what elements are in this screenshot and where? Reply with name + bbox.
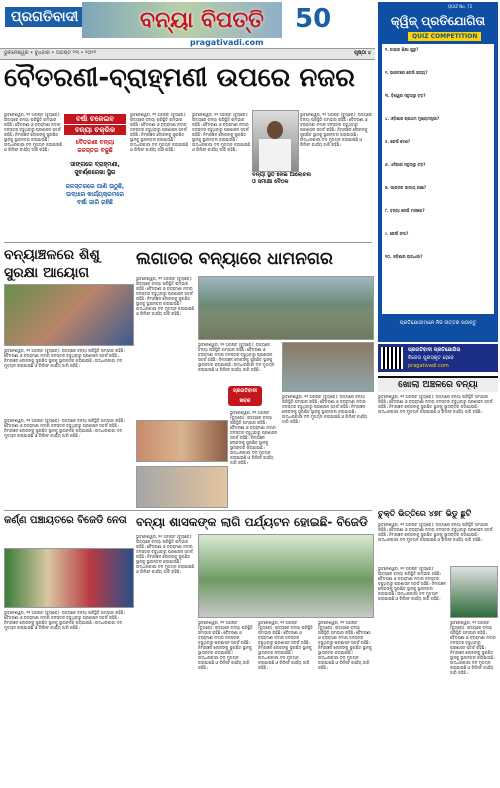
- pullout-item-4: ସୁବର୍ଣ୍ଣରେଖା ସ୍ଥିର: [74, 169, 116, 176]
- minister-head: [267, 121, 283, 139]
- qr-code-icon: [381, 347, 403, 369]
- side-person-photo: [450, 566, 498, 618]
- red-stamp: [228, 386, 262, 406]
- main-headline: ବୈତରଣୀ-ବ୍ରାହ୍ମଣୀ ଉପରେ ନଜର: [4, 63, 355, 93]
- ad-line-3: pragativadi.com: [408, 363, 449, 369]
- khola-story: ଭୁବନେଶ୍ୱର, ୨୨ ଅଗଷ୍ଟ (ବ୍ୟୁରୋ): ରାଜ୍ୟରେ ବନ୍ୟା ପରିସ୍ଥିତି ଗମ୍ଭୀର ରହିଛି। ବୈତରଣୀ ଓ ବ୍ରାହ୍ମଣୀ ନଦୀର ଜଳସ୍ତର ବଢୁଥିବାରୁ ପ୍ରଶାସନ ସତର୍କ ରହିଛି। ନିମ୍ନାଞ୍ଚଳ ଲୋକଙ୍କୁ ସୁରକ୍ଷିତ ସ୍ଥାନକୁ ସ୍ଥାନାନ୍ତର କରାଯାଉଛି। ଉଦ୍ଧାରକାରୀ ଦଳ ମୁତୟନ କରାଯାଇଛି ଓ ରିଲିଫ କାର୍ଯ୍ୟ ଜାରି ରହିଛି।: [378, 394, 493, 414]
- pullout-item-2: ଜଳସ୍ତର ବଢୁଛି: [77, 147, 113, 154]
- main-story-col2: ଭୁବନେଶ୍ୱର, ୨୨ ଅଗଷ୍ଟ (ବ୍ୟୁରୋ): ରାଜ୍ୟରେ ବନ୍ୟା ପରିସ୍ଥିତି ଗମ୍ଭୀର ରହିଛି। ବୈତରଣୀ ଓ ବ୍ରାହ୍ମଣୀ ନଦୀର ଜଳସ୍ତର ବଢୁଥିବାରୁ ପ୍ରଶାସନ ସତର୍କ ରହିଛି। ନିମ୍ନାଞ୍ଚଳ ଲୋକଙ୍କୁ ସୁରକ୍ଷିତ ସ୍ଥାନକୁ ସ୍ଥାନାନ୍ତର କରାଯାଉଛି। ଉଦ୍ଧାରକାରୀ ଦଳ ମୁତୟନ କରାଯାଇଛି ଓ ରିଲିଫ କାର୍ଯ୍ୟ ଜାରି ରହିଛି।: [130, 112, 188, 152]
- quiz-question-10: ୧୦. ଓଡ଼ିଶାର ରାଜଧାନୀ?: [385, 254, 423, 259]
- side-small-story: ଭୁବନେଶ୍ୱର, ୨୨ ଅଗଷ୍ଟ (ବ୍ୟୁରୋ): ରାଜ୍ୟରେ ବନ୍ୟା ପରିସ୍ଥିତି ଗମ୍ଭୀର ରହିଛି। ବୈତରଣୀ ଓ ବ୍ରାହ୍ମଣୀ ନଦୀର ଜଳସ୍ତର ବଢୁଥିବାରୁ ପ୍ରଶାସନ ସତର୍କ ରହିଛି। ନିମ୍ନାଞ୍ଚଳ ଲୋକଙ୍କୁ ସୁରକ୍ଷିତ ସ୍ଥାନକୁ ସ୍ଥାନାନ୍ତର କରାଯାଉଛି। ଉଦ୍ଧାରକାରୀ ଦଳ ମୁତୟନ କରାଯାଇଛି ଓ ରିଲିଫ କାର୍ଯ୍ୟ ଜାରି ରହିଛି।: [378, 522, 493, 542]
- divider-1: [4, 242, 372, 243]
- flood-photo: [198, 276, 374, 340]
- karna-story: ଭୁବନେଶ୍ୱର, ୨୨ ଅଗଷ୍ଟ (ବ୍ୟୁରୋ): ରାଜ୍ୟରେ ବନ୍ୟା ପରିସ୍ଥିତି ଗମ୍ଭୀର ରହିଛି। ବୈତରଣୀ ଓ ବ୍ରାହ୍ମଣୀ ନଦୀର ଜଳସ୍ତର ବଢୁଥିବାରୁ ପ୍ରଶାସନ ସତର୍କ ରହିଛି। ନିମ୍ନାଞ୍ଚଳ ଲୋକଙ୍କୁ ସୁରକ୍ଷିତ ସ୍ଥାନକୁ ସ୍ଥାନାନ୍ତର କରାଯାଉଛି। ଉଦ୍ଧାରକାରୀ ଦଳ ମୁତୟନ କରାଯାଇଛି ଓ ରିଲିଫ କାର୍ଯ୍ୟ ଜାରି ରହିଛି।: [4, 610, 125, 630]
- quiz-footer: ପ୍ରତିଯୋଗୀମାନେ ନିଜ ଉତ୍ତର ପଠାନ୍ତୁ: [399, 320, 477, 326]
- bjd-story-col2: ଭୁବନେଶ୍ୱର, ୨୨ ଅଗଷ୍ଟ (ବ୍ୟୁରୋ): ରାଜ୍ୟରେ ବନ୍ୟା ପରିସ୍ଥିତି ଗମ୍ଭୀର ରହିଛି। ବୈତରଣୀ ଓ ବ୍ରାହ୍ମଣୀ ନଦୀର ଜଳସ୍ତର ବଢୁଥିବାରୁ ପ୍ରଶାସନ ସତର୍କ ରହିଛି। ନିମ୍ନାଞ୍ଚଳ ଲୋକଙ୍କୁ ସୁରକ୍ଷିତ ସ୍ଥାନକୁ ସ୍ଥାନାନ୍ତର କରାଯାଉଛି। ଉଦ୍ଧାରକାରୀ ଦଳ ମୁତୟନ କରାଯାଇଛି ଓ ରିଲିଫ କାର୍ଯ୍ୟ ଜାରି ରହିଛି।: [198, 620, 253, 670]
- main-story-col1: ଭୁବନେଶ୍ୱର, ୨୨ ଅଗଷ୍ଟ (ବ୍ୟୁରୋ): ରାଜ୍ୟରେ ବନ୍ୟା ପରିସ୍ଥିତି ଗମ୍ଭୀର ରହିଛି। ବୈତରଣୀ ଓ ବ୍ରାହ୍ମଣୀ ନଦୀର ଜଳସ୍ତର ବଢୁଥିବାରୁ ପ୍ରଶାସନ ସତର୍କ ରହିଛି। ନିମ୍ନାଞ୍ଚଳ ଲୋକଙ୍କୁ ସୁରକ୍ଷିତ ସ୍ଥାନକୁ ସ୍ଥାନାନ୍ତର କରାଯାଉଛି। ଉଦ୍ଧାରକାରୀ ଦଳ ମୁତୟନ କରାଯାଇଛି ଓ ରିଲିଫ କାର୍ଯ୍ୟ ଜାରି ରହିଛି।: [4, 112, 62, 152]
- sishu-headline: ବନ୍ୟାଞ୍ଚଳରେ ଶିଶୁ ସୁରକ୍ଷା ଆୟୋଗ: [4, 247, 100, 281]
- quiz-number: QUIZ No. 72: [448, 4, 473, 9]
- pullout-item-7: ବର୍ଷା ଜାରି ରହିଛି: [77, 199, 113, 206]
- website: pragativadi.com: [190, 38, 264, 47]
- quiz-question-4: ୪. ଓଡ଼ିଶାର ପ୍ରଥମ ମୁଖ୍ୟମନ୍ତ୍ରୀ?: [385, 116, 440, 121]
- quiz-questions-panel: [382, 44, 494, 314]
- quiz-badge: QUIZ COMPETITION: [408, 32, 481, 41]
- quiz-box: [378, 2, 498, 342]
- quiz-question-9: ୯. କେଉଁ ନଦୀ?: [385, 231, 409, 236]
- qr-ad: [378, 344, 498, 372]
- side-small-headline: ଚୁକ୍ତି ଭିତ୍ତିରେ ୪୭୮ ଭିଡୁ ଛୁଟି: [378, 509, 472, 518]
- minister-caption: ବନ୍ୟା ସ୍ଥିତି ନେଇ ଆଲୋଚନା ଓ ସମୀକ୍ଷା ବୈଠକ: [252, 172, 311, 185]
- dhamanagar-story-col4: ଭୁବନେଶ୍ୱର, ୨୨ ଅଗଷ୍ଟ (ବ୍ୟୁରୋ): ରାଜ୍ୟରେ ବନ୍ୟା ପରିସ୍ଥିତି ଗମ୍ଭୀର ରହିଛି। ବୈତରଣୀ ଓ ବ୍ରାହ୍ମଣୀ ନଦୀର ଜଳସ୍ତର ବଢୁଥିବାରୁ ପ୍ରଶାସନ ସତର୍କ ରହିଛି। ନିମ୍ନାଞ୍ଚଳ ଲୋକଙ୍କୁ ସୁରକ୍ଷିତ ସ୍ଥାନକୁ ସ୍ଥାନାନ୍ତର କରାଯାଉଛି। ଉଦ୍ଧାରକାରୀ ଦଳ ମୁତୟନ କରାଯାଇଛି ଓ ରିଲିଫ କାର୍ଯ୍ୟ ଜାରି ରହିଛି।: [282, 394, 368, 424]
- page-number: ପୃଷ୍ଠା ୪: [354, 50, 371, 56]
- sishu-story: ଭୁବନେଶ୍ୱର, ୨୨ ଅଗଷ୍ଟ (ବ୍ୟୁରୋ): ରାଜ୍ୟରେ ବନ୍ୟା ପରିସ୍ଥିତି ଗମ୍ଭୀର ରହିଛି। ବୈତରଣୀ ଓ ବ୍ରାହ୍ମଣୀ ନଦୀର ଜଳସ୍ତର ବଢୁଥିବାରୁ ପ୍ରଶାସନ ସତର୍କ ରହିଛି। ନିମ୍ନାଞ୍ଚଳ ଲୋକଙ୍କୁ ସୁରକ୍ଷିତ ସ୍ଥାନକୁ ସ୍ଥାନାନ୍ତର କରାଯାଉଛି। ଉଦ୍ଧାରକାରୀ ଦଳ ମୁତୟନ କରାଯାଇଛି ଓ ରିଲିଫ କାର୍ଯ୍ୟ ଜାରି ରହିଛି।: [4, 348, 125, 368]
- anniversary-logo: 50: [295, 4, 332, 34]
- pullout-item-1: ବୈତରଣୀ ବନ୍ୟା: [75, 139, 115, 146]
- stamp-photo: [136, 466, 228, 508]
- quiz-question-2: ୨. ଭାରତରେ କେଉଁ ରାଜ୍ୟ?: [385, 70, 428, 75]
- bjd-meeting-photo: [198, 534, 374, 618]
- dhamanagar-headline: ଲଗାତର ବନ୍ୟାରେ ଧାମନଗର: [136, 249, 333, 269]
- quiz-question-1: ୧. କାହାର ଶିକ୍ଷା ଗୁରୁ?: [385, 47, 419, 52]
- bjd-story-col4: ଭୁବନେଶ୍ୱର, ୨୨ ଅଗଷ୍ଟ (ବ୍ୟୁରୋ): ରାଜ୍ୟରେ ବନ୍ୟା ପରିସ୍ଥିତି ଗମ୍ଭୀର ରହିଛି। ବୈତରଣୀ ଓ ବ୍ରାହ୍ମଣୀ ନଦୀର ଜଳସ୍ତର ବଢୁଥିବାରୁ ପ୍ରଶାସନ ସତର୍କ ରହିଛି। ନିମ୍ନାଞ୍ଚଳ ଲୋକଙ୍କୁ ସୁରକ୍ଷିତ ସ୍ଥାନକୁ ସ୍ଥାନାନ୍ତର କରାଯାଉଛି। ଉଦ୍ଧାରକାରୀ ଦଳ ମୁତୟନ କରାଯାଇଛି ଓ ରିଲିଫ କାର୍ଯ୍ୟ ଜାରି ରହିଛି।: [318, 620, 372, 670]
- pullout-item-6: ଉଦ୍ଧାର କାର୍ଯ୍ୟକ୍ରମରେ: [66, 191, 124, 198]
- bjd-story-col1: ଭୁବନେଶ୍ୱର, ୨୨ ଅଗଷ୍ଟ (ବ୍ୟୁରୋ): ରାଜ୍ୟରେ ବନ୍ୟା ପରିସ୍ଥିତି ଗମ୍ଭୀର ରହିଛି। ବୈତରଣୀ ଓ ବ୍ରାହ୍ମଣୀ ନଦୀର ଜଳସ୍ତର ବଢୁଥିବାରୁ ପ୍ରଶାସନ ସତର୍କ ରହିଛି। ନିମ୍ନାଞ୍ଚଳ ଲୋକଙ୍କୁ ସୁରକ୍ଷିତ ସ୍ଥାନକୁ ସ୍ଥାନାନ୍ତର କରାଯାଉଛି। ଉଦ୍ଧାରକାରୀ ଦଳ ମୁତୟନ କରାଯାଇଛି ଓ ରିଲିଫ କାର୍ଯ୍ୟ ଜାରି ରହିଛି।: [136, 534, 194, 574]
- karna-headline: କର୍ଣ୍ଣ ପଞ୍ଚାୟତରେ ବିଜେଡି ନେତା: [4, 515, 127, 526]
- flood-house-photo: [282, 342, 374, 392]
- minister-body: [259, 139, 291, 171]
- pullout-item-5: ଜଳସ୍ତରରେ ପାଣି ଉଠୁଛି,: [65, 183, 125, 190]
- side-bottom-story-2: ଭୁବନେଶ୍ୱର, ୨୨ ଅଗଷ୍ଟ (ବ୍ୟୁରୋ): ରାଜ୍ୟରେ ବନ୍ୟା ପରିସ୍ଥିତି ଗମ୍ଭୀର ରହିଛି। ବୈତରଣୀ ଓ ବ୍ରାହ୍ମଣୀ ନଦୀର ଜଳସ୍ତର ବଢୁଥିବାରୁ ପ୍ରଶାସନ ସତର୍କ ରହିଛି। ନିମ୍ନାଞ୍ଚଳ ଲୋକଙ୍କୁ ସୁରକ୍ଷିତ ସ୍ଥାନକୁ ସ୍ଥାନାନ୍ତର କରାଯାଉଛି। ଉଦ୍ଧାରକାରୀ ଦଳ ମୁତୟନ କରାଯାଇଛି ଓ ରିଲିଫ କାର୍ଯ୍ୟ ଜାରି ରହିଛି।: [450, 620, 496, 675]
- masthead: [0, 0, 375, 47]
- quiz-question-6: ୬. ଏସିଆର ସବୁଠାରୁ ବଡ଼?: [385, 162, 426, 167]
- dhamanagar-story-col2: ଭୁବନେଶ୍ୱର, ୨୨ ଅଗଷ୍ଟ (ବ୍ୟୁରୋ): ରାଜ୍ୟରେ ବନ୍ୟା ପରିସ୍ଥିତି ଗମ୍ଭୀର ରହିଛି। ବୈତରଣୀ ଓ ବ୍ରାହ୍ମଣୀ ନଦୀର ଜଳସ୍ତର ବଢୁଥିବାରୁ ପ୍ରଶାସନ ସତର୍କ ରହିଛି। ନିମ୍ନାଞ୍ଚଳ ଲୋକଙ୍କୁ ସୁରକ୍ଷିତ ସ୍ଥାନକୁ ସ୍ଥାନାନ୍ତର କରାଯାଉଛି। ଉଦ୍ଧାରକାରୀ ଦଳ ମୁତୟନ କରାଯାଇଛି ଓ ରିଲିଫ କାର୍ଯ୍ୟ ଜାରି ରହିଛି।: [198, 342, 275, 372]
- quiz-question-7: ୭. ଭାରତର ଜାତୀୟ ପକ୍ଷୀ?: [385, 185, 427, 190]
- khola-header: [378, 376, 498, 392]
- quiz-question-8: ୮. ବନ୍ୟା କେଉଁ ମାସରେ?: [385, 208, 425, 213]
- date-line-bar: [0, 48, 375, 60]
- red-pullout-label: ବର୍ଷା ଚଳେଇବ: [64, 114, 126, 124]
- red-pullout-sub: ବନ୍ୟା ଚକ୍ରିକ: [64, 125, 126, 135]
- bjd-headline: ବନ୍ୟା ଶାସକଙ୍କ ଲାଗି ପର୍ଯ୍ୟଟନ ହୋଇଛି- ବିଜେଡି: [136, 515, 368, 529]
- date-line: ଭୁବନେଶ୍ୱର • ବୁଧବାର • ଅଗଷ୍ଟ ୨୩ • ୨୦୨୨: [4, 50, 97, 56]
- newspaper-logo: ପ୍ରଗତିବାଦୀ: [5, 7, 84, 27]
- bjd-story-col3: ଭୁବନେଶ୍ୱର, ୨୨ ଅଗଷ୍ଟ (ବ୍ୟୁରୋ): ରାଜ୍ୟରେ ବନ୍ୟା ପରିସ୍ଥିତି ଗମ୍ଭୀର ରହିଛି। ବୈତରଣୀ ଓ ବ୍ରାହ୍ମଣୀ ନଦୀର ଜଳସ୍ତର ବଢୁଥିବାରୁ ପ୍ରଶାସନ ସତର୍କ ରହିଛି। ନିମ୍ନାଞ୍ଚଳ ଲୋକଙ୍କୁ ସୁରକ୍ଷିତ ସ୍ଥାନକୁ ସ୍ଥାନାନ୍ତର କରାଯାଉଛି। ଉଦ୍ଧାରକାରୀ ଦଳ ମୁତୟନ କରାଯାଇଛି ଓ ରିଲିଫ କାର୍ଯ୍ୟ ଜାରି ରହିଛି।: [258, 620, 313, 670]
- special-title: ବନ୍ୟା ବିପତ୍ତି: [140, 8, 264, 33]
- main-story-col4: ଭୁବନେଶ୍ୱର, ୨୨ ଅଗଷ୍ଟ (ବ୍ୟୁରୋ): ରାଜ୍ୟରେ ବନ୍ୟା ପରିସ୍ଥିତି ଗମ୍ଭୀର ରହିଛି। ବୈତରଣୀ ଓ ବ୍ରାହ୍ମଣୀ ନଦୀର ଜଳସ୍ତର ବଢୁଥିବାରୁ ପ୍ରଶାସନ ସତର୍କ ରହିଛି। ନିମ୍ନାଞ୍ଚଳ ଲୋକଙ୍କୁ ସୁରକ୍ଷିତ ସ୍ଥାନକୁ ସ୍ଥାନାନ୍ତର କରାଯାଉଛି। ଉଦ୍ଧାରକାରୀ ଦଳ ମୁତୟନ କରାଯାଇଛି ଓ ରିଲିଫ କାର୍ଯ୍ୟ ଜାରି ରହିଛି।: [300, 112, 372, 147]
- divider-2: [4, 510, 372, 511]
- ad-line-1: ପ୍ରଗତିବାଦୀ ପ୍ରତିଯୋଗିତା: [408, 347, 461, 353]
- khola-headline: ଖୋଲା ଅଞ୍ଚଳରେ ବନ୍ୟା: [398, 380, 478, 390]
- side-bottom-story: ଭୁବନେଶ୍ୱର, ୨୨ ଅଗଷ୍ଟ (ବ୍ୟୁରୋ): ରାଜ୍ୟରେ ବନ୍ୟା ପରିସ୍ଥିତି ଗମ୍ଭୀର ରହିଛି। ବୈତରଣୀ ଓ ବ୍ରାହ୍ମଣୀ ନଦୀର ଜଳସ୍ତର ବଢୁଥିବାରୁ ପ୍ରଶାସନ ସତର୍କ ରହିଛି। ନିମ୍ନାଞ୍ଚଳ ଲୋକଙ୍କୁ ସୁରକ୍ଷିତ ସ୍ଥାନକୁ ସ୍ଥାନାନ୍ତର କରାଯାଉଛି। ଉଦ୍ଧାରକାରୀ ଦଳ ମୁତୟନ କରାଯାଇଛି ଓ ରିଲିଫ କାର୍ଯ୍ୟ ଜାରି ରହିଛି।: [378, 566, 446, 601]
- main-story-col3: ଭୁବନେଶ୍ୱର, ୨୨ ଅଗଷ୍ଟ (ବ୍ୟୁରୋ): ରାଜ୍ୟରେ ବନ୍ୟା ପରିସ୍ଥିତି ଗମ୍ଭୀର ରହିଛି। ବୈତରଣୀ ଓ ବ୍ରାହ୍ମଣୀ ନଦୀର ଜଳସ୍ତର ବଢୁଥିବାରୁ ପ୍ରଶାସନ ସତର୍କ ରହିଛି। ନିମ୍ନାଞ୍ଚଳ ଲୋକଙ୍କୁ ସୁରକ୍ଷିତ ସ୍ଥାନକୁ ସ୍ଥାନାନ୍ତର କରାଯାଉଛି। ଉଦ୍ଧାରକାରୀ ଦଳ ମୁତୟନ କରାଯାଇଛି ଓ ରିଲିଫ କାର୍ଯ୍ୟ ଜାରି ରହିଛି।: [192, 112, 250, 152]
- sishu-photo: [4, 284, 134, 346]
- minister-photo: [252, 110, 299, 172]
- pullout-item-3: ସାଙ୍ଗରେ ବ୍ରାହ୍ମଣୀ,: [70, 161, 120, 168]
- dhamanagar-story-col3: ଭୁବନେଶ୍ୱର, ୨୨ ଅଗଷ୍ଟ (ବ୍ୟୁରୋ): ରାଜ୍ୟରେ ବନ୍ୟା ପରିସ୍ଥିତି ଗମ୍ଭୀର ରହିଛି। ବୈତରଣୀ ଓ ବ୍ରାହ୍ମଣୀ ନଦୀର ଜଳସ୍ତର ବଢୁଥିବାରୁ ପ୍ରଶାସନ ସତର୍କ ରହିଛି। ନିମ୍ନାଞ୍ଚଳ ଲୋକଙ୍କୁ ସୁରକ୍ଷିତ ସ୍ଥାନକୁ ସ୍ଥାନାନ୍ତର କରାଯାଉଛି। ଉଦ୍ଧାରକାରୀ ଦଳ ମୁତୟନ କରାଯାଇଛି ଓ ରିଲିଫ କାର୍ଯ୍ୟ ଜାରି ରହିଛି।: [230, 410, 278, 465]
- ad-line-2: ବିଜେତା ପୁରସ୍କୃତ ହେବେ: [408, 355, 454, 361]
- red-stamp-text: ପ୍ରଗତିବାଦୀ ଖବର: [232, 388, 257, 404]
- karna-photo: [4, 548, 134, 608]
- quiz-question-5: ୫. କେଉଁ ଦେଶ?: [385, 139, 411, 144]
- red-pullout: [64, 114, 126, 240]
- relief-photo: [136, 420, 228, 462]
- sishu-story-2: ଭୁବନେଶ୍ୱର, ୨୨ ଅଗଷ୍ଟ (ବ୍ୟୁରୋ): ରାଜ୍ୟରେ ବନ୍ୟା ପରିସ୍ଥିତି ଗମ୍ଭୀର ରହିଛି। ବୈତରଣୀ ଓ ବ୍ରାହ୍ମଣୀ ନଦୀର ଜଳସ୍ତର ବଢୁଥିବାରୁ ପ୍ରଶାସନ ସତର୍କ ରହିଛି। ନିମ୍ନାଞ୍ଚଳ ଲୋକଙ୍କୁ ସୁରକ୍ଷିତ ସ୍ଥାନକୁ ସ୍ଥାନାନ୍ତର କରାଯାଉଛି। ଉଦ୍ଧାରକାରୀ ଦଳ ମୁତୟନ କରାଯାଇଛି ଓ ରିଲିଫ କାର୍ଯ୍ୟ ଜାରି ରହିଛି।: [4, 418, 125, 438]
- quiz-title: କ୍ୱିଜ୍ ପ୍ରତିଯୋଗିତା: [390, 14, 486, 28]
- quiz-question-3: ୩. ବିଶ୍ୱର ସବୁଠାରୁ ବଡ଼?: [385, 93, 426, 98]
- dhamanagar-story-col1: ଭୁବନେଶ୍ୱର, ୨୨ ଅଗଷ୍ଟ (ବ୍ୟୁରୋ): ରାଜ୍ୟରେ ବନ୍ୟା ପରିସ୍ଥିତି ଗମ୍ଭୀର ରହିଛି। ବୈତରଣୀ ଓ ବ୍ରାହ୍ମଣୀ ନଦୀର ଜଳସ୍ତର ବଢୁଥିବାରୁ ପ୍ରଶାସନ ସତର୍କ ରହିଛି। ନିମ୍ନାଞ୍ଚଳ ଲୋକଙ୍କୁ ସୁରକ୍ଷିତ ସ୍ଥାନକୁ ସ୍ଥାନାନ୍ତର କରାଯାଉଛି। ଉଦ୍ଧାରକାରୀ ଦଳ ମୁତୟନ କରାଯାଇଛି ଓ ରିଲିଫ କାର୍ଯ୍ୟ ଜାରି ରହିଛି।: [136, 276, 194, 316]
